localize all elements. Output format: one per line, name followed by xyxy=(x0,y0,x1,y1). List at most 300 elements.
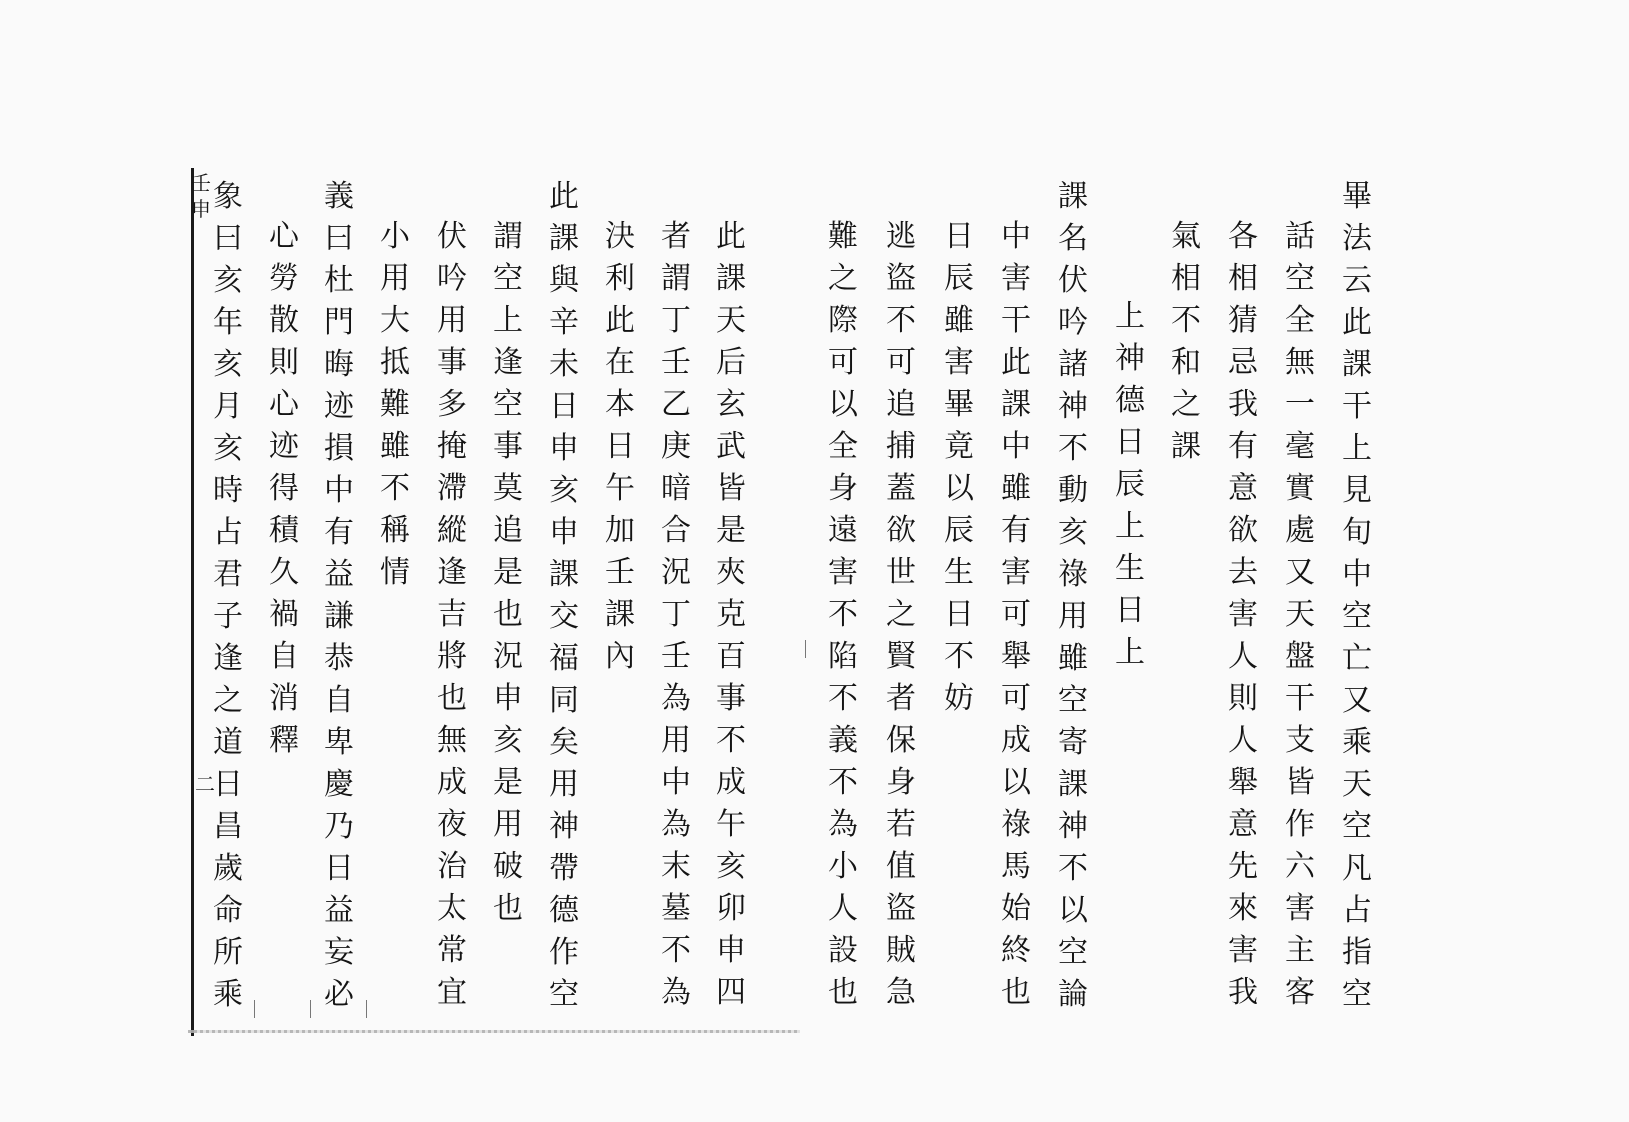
glyph: 毫 xyxy=(1285,429,1315,464)
glyph: 不 xyxy=(828,765,858,800)
glyph: 全 xyxy=(1285,303,1315,338)
glyph: 歲 xyxy=(213,851,243,886)
glyph: 迹 xyxy=(269,429,299,464)
glyph: 空 xyxy=(493,387,523,422)
glyph: 可 xyxy=(828,345,858,380)
glyph: 若 xyxy=(886,807,916,842)
glyph: 陷 xyxy=(828,639,858,674)
text-column xyxy=(821,216,865,1014)
glyph: 課 xyxy=(549,557,579,592)
text-column xyxy=(262,216,306,762)
glyph: 午 xyxy=(716,807,746,842)
glyph: 人 xyxy=(1228,639,1258,674)
glyph: 相 xyxy=(1171,261,1201,296)
glyph: 賊 xyxy=(886,933,916,968)
glyph: 義 xyxy=(324,179,354,214)
glyph: 則 xyxy=(1228,681,1258,716)
glyph: 庚 xyxy=(661,429,691,464)
glyph: 害 xyxy=(1001,261,1031,296)
glyph: 曰 xyxy=(213,221,243,256)
glyph: 月 xyxy=(213,389,243,424)
glyph: 神 xyxy=(1115,341,1145,376)
glyph: 宜 xyxy=(437,975,467,1010)
glyph: 意 xyxy=(1228,807,1258,842)
glyph: 玄 xyxy=(716,387,746,422)
text-column xyxy=(654,216,698,1014)
glyph: 課 xyxy=(1171,429,1201,464)
glyph: 加 xyxy=(605,513,635,548)
glyph: 猜 xyxy=(1228,303,1258,338)
glyph: 不 xyxy=(380,471,410,506)
glyph: 昌 xyxy=(213,809,243,844)
glyph: 急 xyxy=(886,975,916,1010)
glyph: 妨 xyxy=(944,681,974,716)
glyph: 賢 xyxy=(886,639,916,674)
glyph: 大 xyxy=(380,303,410,338)
text-column xyxy=(1278,216,1322,1014)
glyph: 乙 xyxy=(661,387,691,422)
glyph: 益 xyxy=(324,557,354,592)
glyph: 德 xyxy=(549,893,579,928)
ruling-tick xyxy=(366,1000,367,1018)
glyph: 和 xyxy=(1171,345,1201,380)
glyph: 逢 xyxy=(437,555,467,590)
glyph: 亥 xyxy=(716,849,746,884)
glyph: 釋 xyxy=(269,723,299,758)
glyph: 心 xyxy=(269,387,299,422)
glyph: 課 xyxy=(549,221,579,256)
glyph: 積 xyxy=(269,513,299,548)
glyph: 子 xyxy=(213,599,243,634)
glyph: 欲 xyxy=(886,513,916,548)
glyph: 之 xyxy=(828,261,858,296)
glyph: 莫 xyxy=(493,471,523,506)
glyph: 天 xyxy=(1342,767,1372,802)
glyph: 益 xyxy=(324,893,354,928)
glyph: 來 xyxy=(1228,891,1258,926)
glyph: 迹 xyxy=(324,389,354,424)
glyph: 門 xyxy=(324,305,354,340)
glyph: 縱 xyxy=(437,513,467,548)
glyph: 課 xyxy=(716,261,746,296)
glyph: 不 xyxy=(828,681,858,716)
glyph: 上 xyxy=(1115,299,1145,334)
glyph: 空 xyxy=(1058,935,1088,970)
glyph: 謂 xyxy=(661,261,691,296)
glyph: 小 xyxy=(380,219,410,254)
glyph: 旬 xyxy=(1342,515,1372,550)
glyph: 事 xyxy=(493,429,523,464)
glyph: 際 xyxy=(828,303,858,338)
glyph: 況 xyxy=(661,555,691,590)
text-column xyxy=(373,216,417,594)
glyph: 克 xyxy=(716,597,746,632)
glyph: 申 xyxy=(716,933,746,968)
glyph: 同 xyxy=(549,683,579,718)
glyph: 太 xyxy=(437,891,467,926)
glyph: 則 xyxy=(269,345,299,380)
glyph: 我 xyxy=(1228,387,1258,422)
glyph: 指 xyxy=(1342,935,1372,970)
glyph: 皆 xyxy=(716,471,746,506)
glyph: 暗 xyxy=(661,471,691,506)
glyph: 有 xyxy=(324,515,354,550)
glyph: 此 xyxy=(1342,305,1372,340)
glyph: 謂 xyxy=(493,219,523,254)
glyph: 客 xyxy=(1285,975,1315,1010)
glyph: 日 xyxy=(944,219,974,254)
glyph: 福 xyxy=(549,641,579,676)
glyph: 命 xyxy=(213,893,243,928)
glyph: 忌 xyxy=(1228,345,1258,380)
glyph: 捕 xyxy=(886,429,916,464)
glyph: 也 xyxy=(828,975,858,1010)
ruling-tick xyxy=(310,1000,311,1018)
glyph: 此 xyxy=(1001,345,1031,380)
text-column xyxy=(1164,216,1208,468)
glyph: 上 xyxy=(493,303,523,338)
glyph: 干 xyxy=(1342,389,1372,424)
glyph: 常 xyxy=(437,933,467,968)
glyph: 害 xyxy=(1285,891,1315,926)
ruling-tick xyxy=(805,640,806,658)
glyph: 日 xyxy=(324,851,354,886)
glyph: 舉 xyxy=(1228,765,1258,800)
glyph: 皆 xyxy=(1285,765,1315,800)
glyph: 值 xyxy=(886,849,916,884)
glyph: 有 xyxy=(1001,513,1031,548)
glyph: 申 xyxy=(549,431,579,466)
glyph: 逃 xyxy=(886,219,916,254)
glyph: 道 xyxy=(213,725,243,760)
ruling-tick xyxy=(254,1000,255,1018)
glyph: 卑 xyxy=(324,725,354,760)
glyph: 者 xyxy=(661,219,691,254)
glyph: 內 xyxy=(605,639,635,674)
glyph: 也 xyxy=(437,681,467,716)
glyph: 多 xyxy=(437,387,467,422)
glyph: 吟 xyxy=(1058,305,1088,340)
glyph: 干 xyxy=(1001,303,1031,338)
glyph: 之 xyxy=(886,597,916,632)
glyph: 占 xyxy=(1342,893,1372,928)
glyph: 末 xyxy=(661,849,691,884)
glyph: 得 xyxy=(269,471,299,506)
glyph: 勞 xyxy=(269,261,299,296)
glyph: 支 xyxy=(1285,723,1315,758)
glyph: 作 xyxy=(1285,807,1315,842)
glyph: 時 xyxy=(213,473,243,508)
glyph: 干 xyxy=(1285,681,1315,716)
glyph: 空 xyxy=(1342,809,1372,844)
glyph: 中 xyxy=(1001,429,1031,464)
glyph: 雖 xyxy=(944,303,974,338)
glyph: 亥 xyxy=(493,723,523,758)
glyph: 乘 xyxy=(213,977,243,1012)
glyph: 話 xyxy=(1285,219,1315,254)
glyph: 害 xyxy=(1228,933,1258,968)
glyph: 夾 xyxy=(716,555,746,590)
glyph: 決 xyxy=(605,219,635,254)
glyph: 欲 xyxy=(1228,513,1258,548)
glyph: 君 xyxy=(213,557,243,592)
glyph: 蓋 xyxy=(886,471,916,506)
text-column xyxy=(1335,176,1379,1016)
glyph: 辰 xyxy=(944,513,974,548)
margin-glyph: 壬 xyxy=(191,171,211,195)
glyph: 合 xyxy=(661,513,691,548)
glyph: 杜 xyxy=(324,263,354,298)
glyph: 利 xyxy=(605,261,635,296)
glyph: 日 xyxy=(944,597,974,632)
glyph: 用 xyxy=(437,303,467,338)
glyph: 辰 xyxy=(944,261,974,296)
glyph: 成 xyxy=(437,765,467,800)
page-border-line xyxy=(191,168,194,1036)
glyph: 年 xyxy=(213,305,243,340)
glyph: 法 xyxy=(1342,221,1372,256)
glyph: 不 xyxy=(1171,303,1201,338)
glyph: 空 xyxy=(1058,683,1088,718)
glyph: 課 xyxy=(1058,767,1088,802)
glyph: 相 xyxy=(1228,261,1258,296)
glyph: 自 xyxy=(269,639,299,674)
glyph: 無 xyxy=(437,723,467,758)
glyph: 可 xyxy=(886,345,916,380)
glyph: 者 xyxy=(886,681,916,716)
glyph: 上 xyxy=(1115,635,1145,670)
glyph: 義 xyxy=(828,723,858,758)
text-column xyxy=(879,216,923,1014)
glyph: 成 xyxy=(1001,723,1031,758)
glyph: 竟 xyxy=(944,429,974,464)
glyph: 又 xyxy=(1342,683,1372,718)
glyph: 設 xyxy=(828,933,858,968)
glyph: 乘 xyxy=(1342,725,1372,760)
glyph: 壬 xyxy=(605,555,635,590)
glyph: 身 xyxy=(886,765,916,800)
glyph: 盜 xyxy=(886,891,916,926)
glyph: 用 xyxy=(493,807,523,842)
glyph: 保 xyxy=(886,723,916,758)
glyph: 又 xyxy=(1285,555,1315,590)
glyph: 是 xyxy=(493,765,523,800)
glyph: 雖 xyxy=(1058,641,1088,676)
glyph: 實 xyxy=(1285,471,1315,506)
glyph: 天 xyxy=(1285,597,1315,632)
glyph: 課 xyxy=(1058,179,1088,214)
glyph: 追 xyxy=(493,513,523,548)
glyph: 中 xyxy=(661,765,691,800)
glyph: 亥 xyxy=(549,473,579,508)
glyph: 祿 xyxy=(1058,557,1088,592)
glyph: 此 xyxy=(605,303,635,338)
glyph: 逢 xyxy=(493,345,523,380)
text-column xyxy=(206,176,250,1016)
glyph: 去 xyxy=(1228,555,1258,590)
glyph: 上 xyxy=(1115,509,1145,544)
glyph: 午 xyxy=(605,471,635,506)
glyph: 占 xyxy=(213,515,243,550)
glyph: 與 xyxy=(549,263,579,298)
glyph: 抵 xyxy=(380,345,410,380)
glyph: 事 xyxy=(437,345,467,380)
glyph: 交 xyxy=(549,599,579,634)
glyph: 為 xyxy=(661,681,691,716)
glyph: 事 xyxy=(716,681,746,716)
glyph: 上 xyxy=(1342,431,1372,466)
glyph: 曰 xyxy=(324,221,354,256)
glyph: 世 xyxy=(886,555,916,590)
glyph: 生 xyxy=(944,555,974,590)
glyph: 乃 xyxy=(324,809,354,844)
glyph: 四 xyxy=(716,975,746,1010)
glyph: 意 xyxy=(1228,471,1258,506)
glyph: 用 xyxy=(1058,599,1088,634)
margin-glyph: 申 xyxy=(191,197,211,221)
glyph: 武 xyxy=(716,429,746,464)
glyph: 散 xyxy=(269,303,299,338)
page-number: 二 xyxy=(195,772,215,796)
text-column xyxy=(709,216,753,1014)
glyph: 可 xyxy=(1001,597,1031,632)
glyph: 各 xyxy=(1228,219,1258,254)
glyph: 動 xyxy=(1058,473,1088,508)
glyph: 不 xyxy=(944,639,974,674)
glyph: 未 xyxy=(549,347,579,382)
text-column xyxy=(317,176,361,1016)
glyph: 伏 xyxy=(1058,263,1088,298)
text-column xyxy=(937,216,981,720)
glyph: 小 xyxy=(828,849,858,884)
glyph: 申 xyxy=(549,515,579,550)
text-column xyxy=(994,216,1038,1014)
glyph: 無 xyxy=(1285,345,1315,380)
glyph: 空 xyxy=(493,261,523,296)
glyph: 追 xyxy=(886,387,916,422)
glyph: 畢 xyxy=(1342,179,1372,214)
glyph: 將 xyxy=(437,639,467,674)
glyph: 晦 xyxy=(324,347,354,382)
glyph: 恭 xyxy=(324,641,354,676)
glyph: 所 xyxy=(213,935,243,970)
glyph: 夜 xyxy=(437,807,467,842)
glyph: 可 xyxy=(1001,681,1031,716)
glyph: 見 xyxy=(1342,473,1372,508)
glyph: 是 xyxy=(493,555,523,590)
glyph: 卯 xyxy=(716,891,746,926)
glyph: 謙 xyxy=(324,599,354,634)
glyph: 寄 xyxy=(1058,725,1088,760)
glyph: 消 xyxy=(269,681,299,716)
glyph: 慶 xyxy=(324,767,354,802)
glyph: 害 xyxy=(1228,597,1258,632)
glyph: 之 xyxy=(1171,387,1201,422)
glyph: 亡 xyxy=(1342,641,1372,676)
glyph: 不 xyxy=(716,723,746,758)
glyph: 亥 xyxy=(213,347,243,382)
glyph: 以 xyxy=(944,471,974,506)
glyph: 情 xyxy=(380,555,410,590)
glyph: 終 xyxy=(1001,933,1031,968)
glyph: 馬 xyxy=(1001,849,1031,884)
glyph: 先 xyxy=(1228,849,1258,884)
glyph: 亥 xyxy=(1058,515,1088,550)
glyph: 中 xyxy=(324,473,354,508)
glyph: 以 xyxy=(828,387,858,422)
glyph: 盤 xyxy=(1285,639,1315,674)
glyph: 墓 xyxy=(661,891,691,926)
page-bottom-edge xyxy=(188,1030,800,1033)
glyph: 難 xyxy=(380,387,410,422)
glyph: 辛 xyxy=(549,305,579,340)
glyph: 矣 xyxy=(549,725,579,760)
glyph: 之 xyxy=(213,683,243,718)
glyph: 中 xyxy=(1342,557,1372,592)
glyph: 為 xyxy=(828,807,858,842)
glyph: 為 xyxy=(661,807,691,842)
glyph: 凡 xyxy=(1342,851,1372,886)
glyph: 作 xyxy=(549,935,579,970)
glyph: 天 xyxy=(716,303,746,338)
glyph: 日 xyxy=(549,389,579,424)
glyph: 不 xyxy=(828,597,858,632)
glyph: 全 xyxy=(828,429,858,464)
text-column xyxy=(598,216,642,678)
glyph: 遠 xyxy=(828,513,858,548)
glyph: 逢 xyxy=(213,641,243,676)
glyph: 是 xyxy=(716,513,746,548)
glyph: 盜 xyxy=(886,261,916,296)
glyph: 主 xyxy=(1285,933,1315,968)
glyph: 亥 xyxy=(213,431,243,466)
glyph: 氣 xyxy=(1171,219,1201,254)
glyph: 用 xyxy=(380,261,410,296)
glyph: 處 xyxy=(1285,513,1315,548)
glyph: 有 xyxy=(1228,429,1258,464)
glyph: 用 xyxy=(661,723,691,758)
glyph: 此 xyxy=(549,179,579,214)
text-column xyxy=(1221,216,1265,1014)
glyph: 也 xyxy=(493,597,523,632)
glyph: 亥 xyxy=(213,263,243,298)
glyph: 壬 xyxy=(661,639,691,674)
glyph: 吉 xyxy=(437,597,467,632)
glyph: 中 xyxy=(1001,219,1031,254)
glyph: 也 xyxy=(493,891,523,926)
glyph: 課 xyxy=(605,597,635,632)
glyph: 后 xyxy=(716,345,746,380)
glyph: 申 xyxy=(493,681,523,716)
glyph: 不 xyxy=(661,933,691,968)
glyph: 帶 xyxy=(549,851,579,886)
glyph: 人 xyxy=(828,891,858,926)
text-column xyxy=(1108,296,1152,674)
glyph: 掩 xyxy=(437,429,467,464)
glyph: 害 xyxy=(944,345,974,380)
glyph: 以 xyxy=(1058,893,1088,928)
glyph: 生 xyxy=(1115,551,1145,586)
text-column xyxy=(486,216,530,930)
glyph: 況 xyxy=(493,639,523,674)
glyph: 我 xyxy=(1228,975,1258,1010)
glyph: 以 xyxy=(1001,765,1031,800)
glyph: 象 xyxy=(213,179,243,214)
glyph: 雖 xyxy=(380,429,410,464)
glyph: 不 xyxy=(1058,431,1088,466)
glyph: 此 xyxy=(716,219,746,254)
glyph: 日 xyxy=(605,429,635,464)
